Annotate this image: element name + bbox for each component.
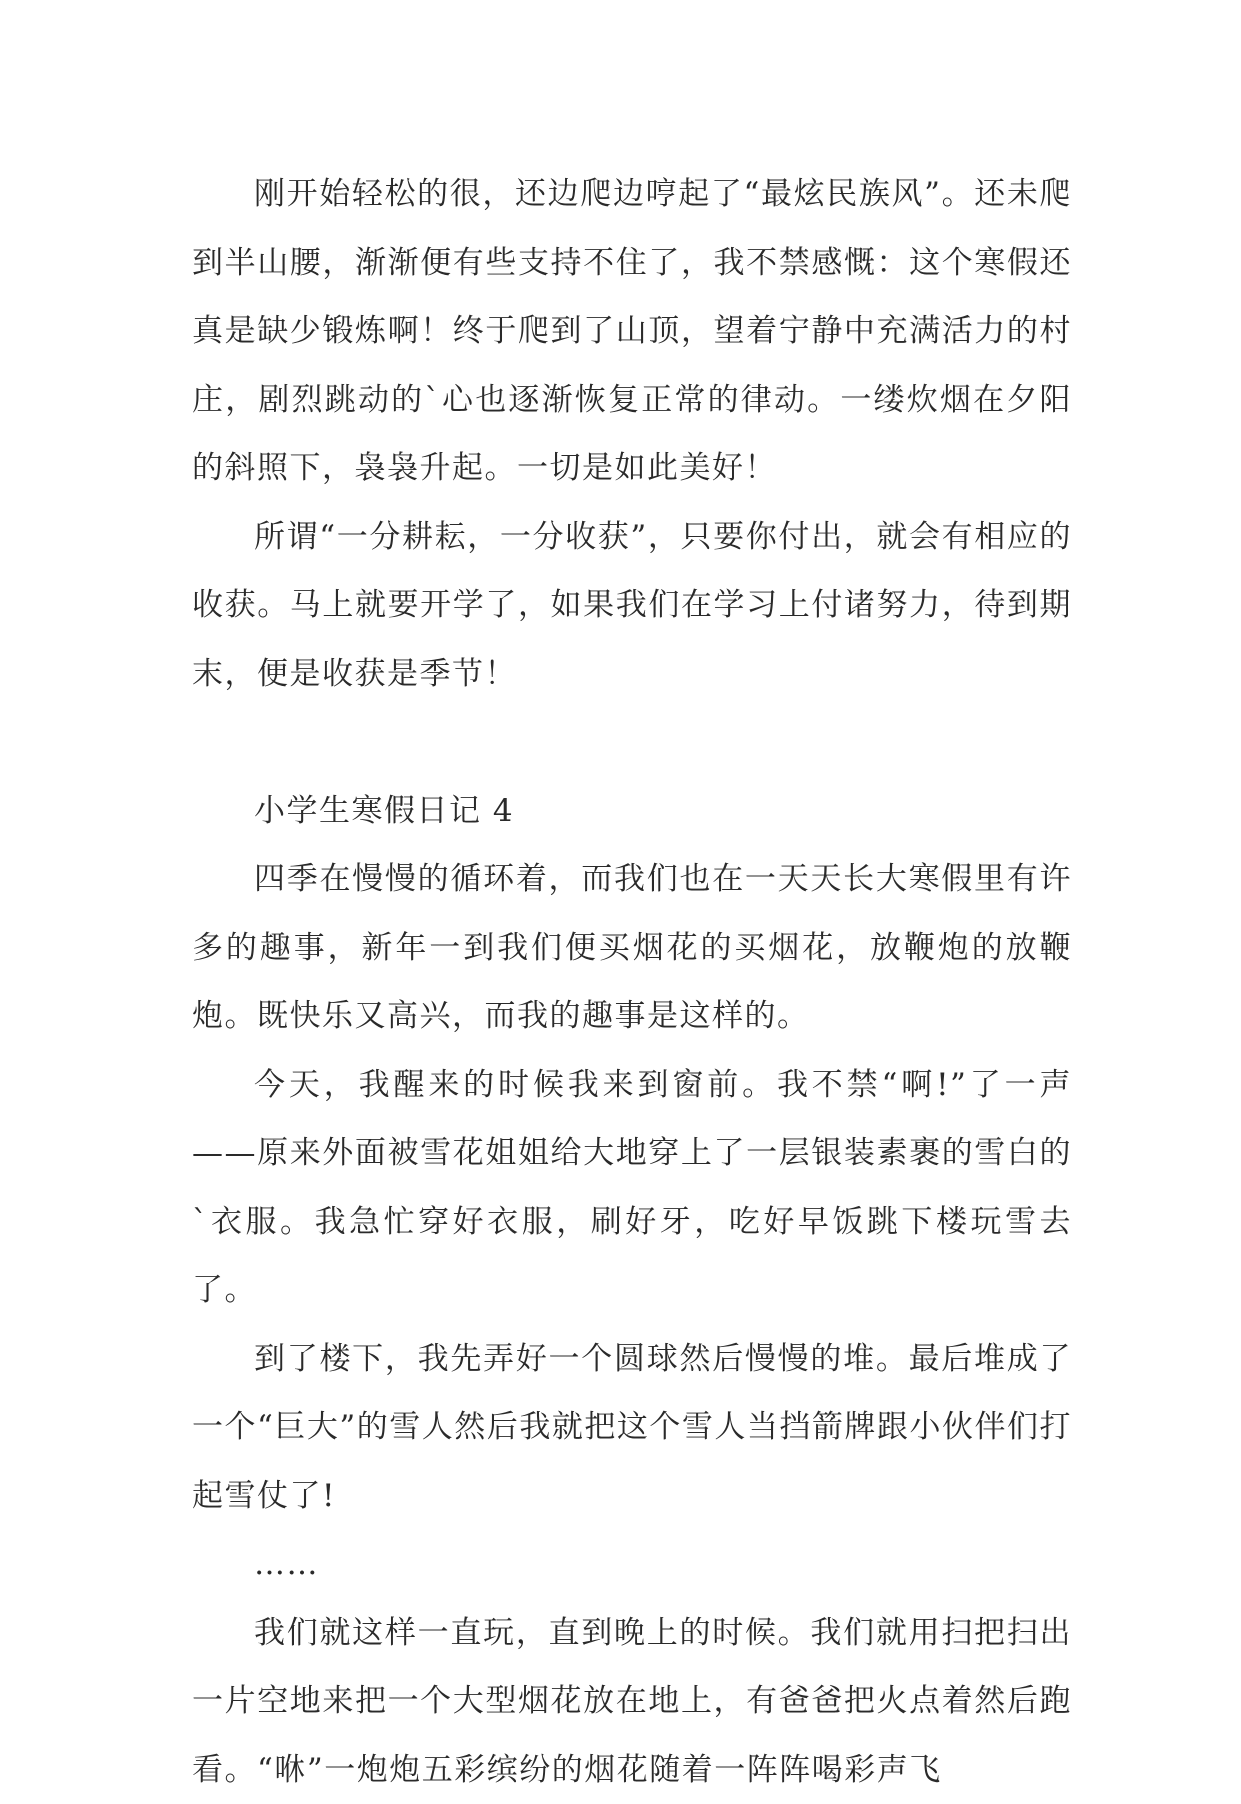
paragraph-harvest: 所谓“一分耕耘，一分收获”，只要你付出，就会有相应的收获。马上就要开学了，如果我们在学习上付诸努力，待到期末，便是收获是季节！	[192, 503, 1072, 709]
paragraph-seasons: 四季在慢慢的循环着，而我们也在一天天长大寒假里有许多的趣事，新年一到我们便买烟花的买烟花，放鞭炮的放鞭炮。既快乐又高兴，而我的趣事是这样的。	[192, 845, 1072, 1051]
paragraph-fireworks: 我们就这样一直玩，直到晚上的时候。我们就用扫把扫出一片空地来把一个大型烟花放在地上，有爸爸把火点着然后跑看。“咻”一炮炮五彩缤纷的烟花随着一阵阵喝彩声飞	[192, 1599, 1072, 1804]
ellipsis-line: ……	[192, 1530, 1072, 1599]
paragraph-snow-morning: 今天，我醒来的时候我来到窗前。我不禁“啊!”了一声——原来外面被雪花姐姐给大地穿上了一层银装素裹的雪白的`衣服。我急忙穿好衣服，刷好牙，吃好早饭跳下楼玩雪去了。	[192, 1051, 1072, 1325]
paragraph-snowman: 到了楼下，我先弄好一个圆球然后慢慢的堆。最后堆成了一个“巨大”的雪人然后我就把这个雪人当挡箭牌跟小伙伴们打起雪仗了!	[192, 1325, 1072, 1531]
section-title: 小学生寒假日记 4	[192, 777, 1072, 846]
document-body	[192, 160, 1072, 1804]
paragraph-climb: 刚开始轻松的很，还边爬边哼起了“最炫民族风”。还未爬到半山腰，渐渐便有些支持不住了，我不禁感慨：这个寒假还真是缺少锻炼啊！终于爬到了山顶，望着宁静中充满活力的村庄，剧烈跳动的`心也逐渐恢复正常的律动。一缕炊烟在夕阳的斜照下，袅袅升起。一切是如此美好！	[192, 160, 1072, 503]
